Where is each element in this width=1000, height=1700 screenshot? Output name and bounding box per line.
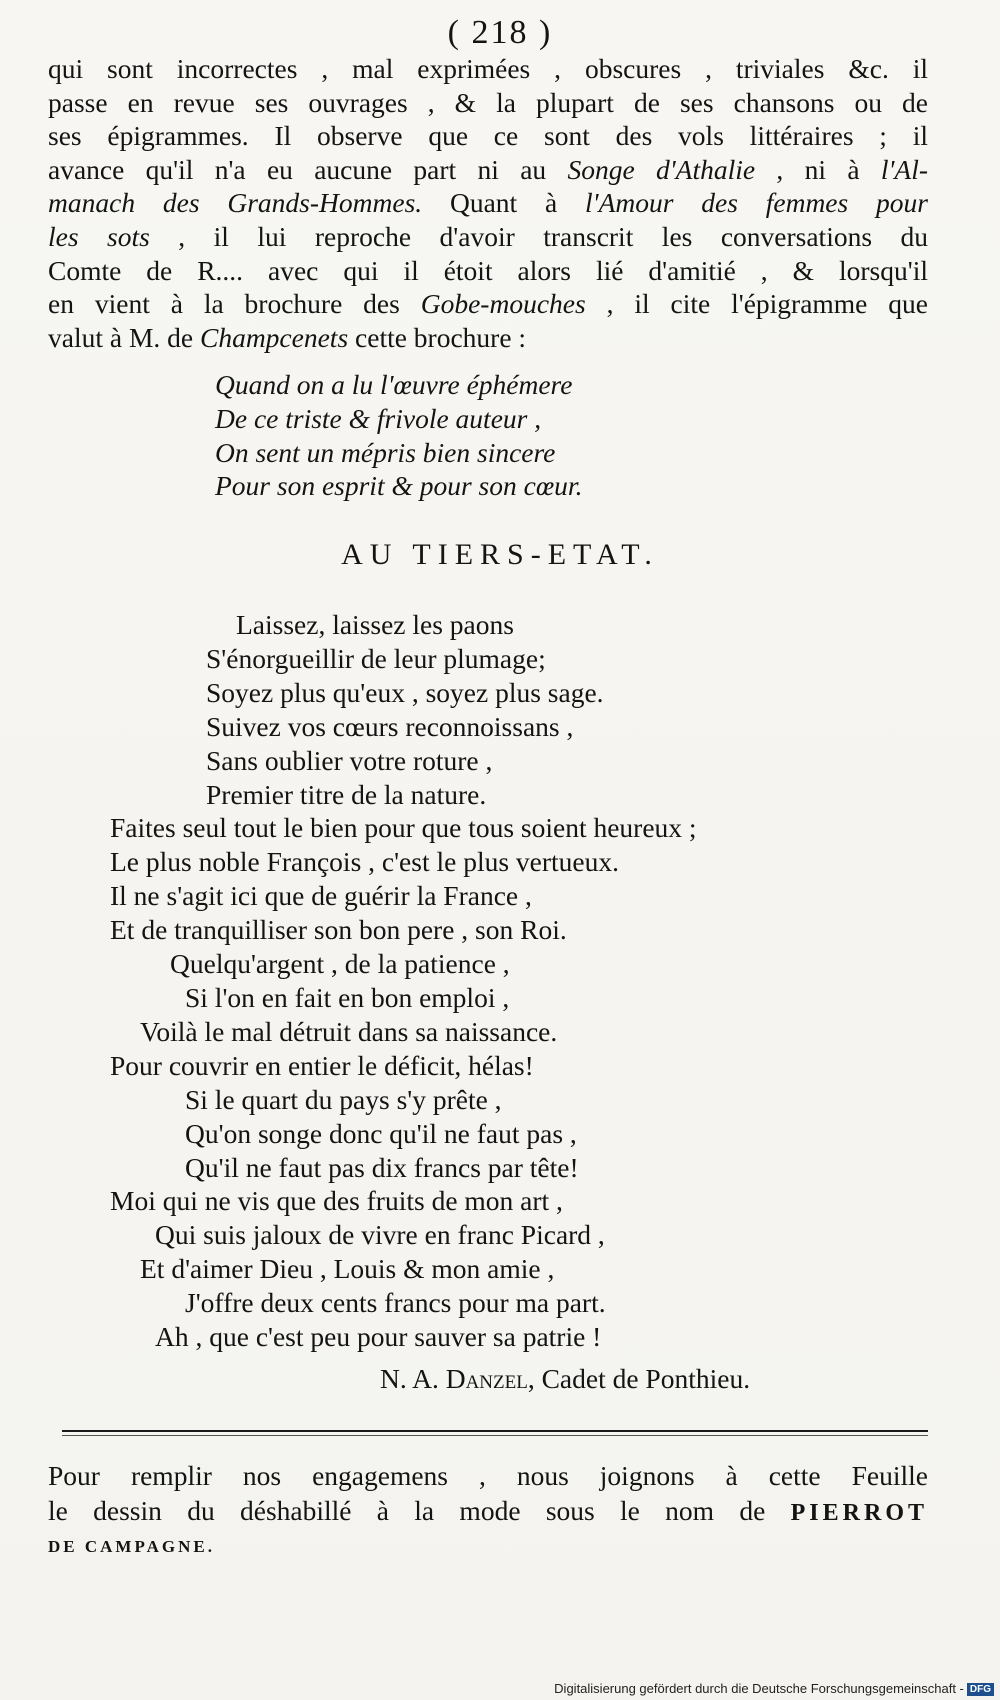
poem-line: Voilà le mal détruit dans sa naissance. bbox=[140, 1015, 558, 1047]
prose-line bbox=[48, 119, 928, 153]
prose-text: en vient à la brochure des bbox=[48, 288, 421, 320]
poem-line: Si le quart du pays s'y prête , bbox=[185, 1083, 502, 1115]
italic-title: Songe d'Athalie bbox=[567, 153, 756, 185]
poem-line: Il ne s'agit ici que de guérir la France , bbox=[110, 880, 532, 912]
prose-line bbox=[48, 186, 928, 220]
epigram-line: Quand on a lu l'œuvre éphémere bbox=[215, 369, 573, 400]
poem-verse bbox=[0, 608, 1000, 1354]
poem-line: Et de tranquilliser son bon pere , son Roi. bbox=[110, 914, 567, 946]
prose-text: , il cite l'épigramme que bbox=[585, 288, 928, 320]
prose-text: passe en revue ses ouvrages , & la plupart de ses chansons ou de bbox=[48, 86, 928, 118]
digitization-credit bbox=[554, 1681, 994, 1696]
notice-spaced-word: PIERROT bbox=[790, 1499, 928, 1526]
poem-line: Moi qui ne vis que des fruits de mon art , bbox=[110, 1185, 563, 1217]
poem-line: Premier titre de la nature. bbox=[206, 778, 487, 810]
poem-line: S'énorgueillir de leur plumage; bbox=[206, 642, 546, 674]
poem-line: Soyez plus qu'eux , soyez plus sage. bbox=[206, 676, 604, 708]
prose-text: qui sont incorrectes , mal exprimées , obscures , triviales &c. il bbox=[48, 53, 928, 84]
separator-rule-thin bbox=[62, 1435, 928, 1436]
credit-text: Digitalisierung gefördert durch die Deutsche Forschungsgemeinschaft - bbox=[554, 1680, 964, 1696]
italic-title: manach des Grands-Hommes. bbox=[48, 187, 423, 219]
poem-line: Qu'il ne faut pas dix francs par tête! bbox=[185, 1151, 579, 1183]
prose-line bbox=[48, 321, 928, 355]
poem-line: Pour couvrir en entier le déficit, hélas! bbox=[110, 1049, 534, 1081]
prose-text: Comte de R.... avec qui il étoit alors lié d'amitié , & lorsqu'il bbox=[48, 254, 928, 286]
poem-line: Quelqu'argent , de la patience , bbox=[170, 948, 510, 980]
epigram-verse bbox=[215, 368, 582, 503]
poem-heading: AU TIERS-ETAT. bbox=[341, 538, 659, 571]
prose-text: cette brochure : bbox=[348, 321, 527, 353]
prose-line bbox=[48, 287, 928, 321]
dfg-logo-icon: DFG bbox=[967, 1683, 994, 1696]
signature bbox=[380, 1362, 750, 1396]
poem-line: Ah , que c'est peu pour sauver sa patrie ! bbox=[155, 1321, 602, 1353]
prose-text: valut à M. de bbox=[48, 321, 200, 353]
notice-line: DE CAMPAGNE. bbox=[48, 1537, 215, 1556]
prose-line bbox=[48, 220, 928, 254]
italic-title: l'Amour des femmes pour bbox=[585, 187, 928, 219]
signature-suffix: , Cadet de Ponthieu. bbox=[527, 1363, 751, 1394]
poem-line: Qu'on songe donc qu'il ne faut pas , bbox=[185, 1117, 577, 1149]
epigram-line: On sent un mépris bien sincere bbox=[215, 436, 556, 468]
prose-line bbox=[48, 86, 928, 120]
page-number: ( 218 ) bbox=[447, 14, 553, 51]
poem-line: Laissez, laissez les paons bbox=[236, 609, 514, 640]
italic-title: les sots bbox=[48, 220, 150, 252]
poem-line: Et d'aimer Dieu , Louis & mon amie , bbox=[140, 1253, 555, 1285]
prose-paragraph bbox=[48, 52, 928, 354]
italic-title: l'Al- bbox=[880, 153, 928, 185]
signature-initials: N. A. bbox=[380, 1363, 446, 1394]
notice-paragraph bbox=[48, 1459, 928, 1565]
italic-title: Champcenets bbox=[199, 321, 349, 353]
separator-rule bbox=[62, 1430, 928, 1432]
poem-line: Qui suis jaloux de vivre en franc Picard , bbox=[155, 1219, 605, 1251]
prose-text: Quant à bbox=[422, 187, 586, 219]
poem-line: Si l'on en fait en bon emploi , bbox=[185, 981, 510, 1013]
prose-text: avance qu'il n'a eu aucune part ni au bbox=[48, 153, 568, 185]
prose-text: , il lui reproche d'avoir transcrit les conversations du bbox=[149, 220, 929, 252]
poem-line: Le plus noble François , c'est le plus vertueux. bbox=[110, 846, 620, 878]
notice-line: Pour remplir nos engagemens , nous joignons à cette Feuille bbox=[48, 1460, 928, 1491]
poem-line: Sans oublier votre roture , bbox=[206, 744, 493, 776]
epigram-line: De ce triste & frivole auteur , bbox=[215, 402, 542, 434]
prose-line bbox=[48, 254, 928, 288]
poem-line: Faites seul tout le bien pour que tous soient heureux ; bbox=[110, 812, 697, 844]
prose-line bbox=[48, 153, 928, 187]
notice-line-text: le dessin du déshabillé à la mode sous le nom de bbox=[48, 1494, 791, 1526]
poem-line: J'offre deux cents francs pour ma part. bbox=[185, 1287, 606, 1319]
italic-title: Gobe-mouches bbox=[420, 288, 586, 320]
epigram-line: Pour son esprit & pour son cœur. bbox=[215, 470, 583, 502]
prose-text: , ni à bbox=[755, 153, 881, 185]
notice-line bbox=[48, 1494, 928, 1531]
signature-name: Danzel bbox=[445, 1363, 528, 1394]
prose-text: ses épigrammes. Il observe que ce sont des vols littéraires ; il bbox=[48, 120, 928, 152]
prose-line bbox=[48, 52, 928, 86]
poem-line: Suivez vos cœurs reconnoissans , bbox=[206, 710, 574, 742]
